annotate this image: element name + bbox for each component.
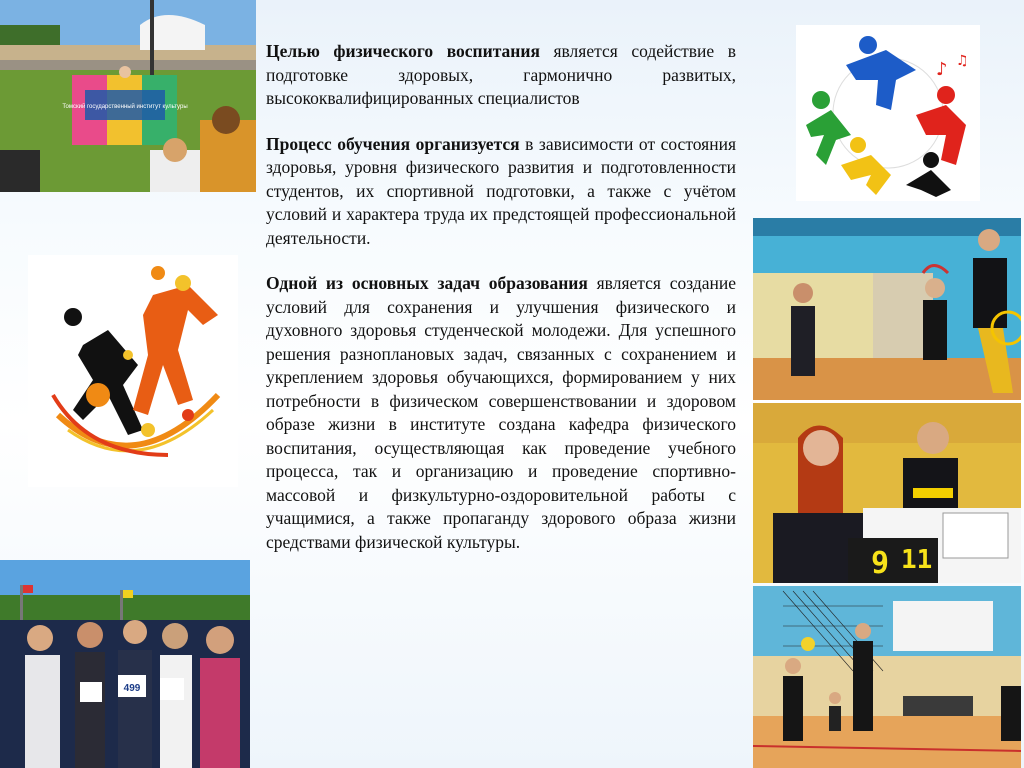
students-crowd-photo — [0, 560, 250, 768]
outdoor-event-photo — [0, 0, 256, 192]
scoreboard-right-digit: 11 — [901, 545, 933, 575]
paragraph-goal — [266, 40, 736, 111]
paragraph-tasks — [266, 272, 736, 554]
svg-text:♪: ♪ — [936, 59, 948, 80]
volleyball-logo — [28, 255, 238, 487]
paragraph-goal-bold: Целью физического воспитания — [266, 41, 540, 61]
banner-caption: Томский государственный институт культуры — [62, 104, 188, 110]
runner-bib-number: 499 — [123, 683, 141, 694]
paragraph-goal-rest: является содействие в подготовке здоровых, гармонично развитых, высококвалифицированных специалистов — [266, 41, 736, 108]
paragraph-process-rest: в зависимости от состояния здоровья, уровня физического развития и подготовленности студентов, их спортивной подготовки, а также с учётом условий и характера труда их предстоящей профессиональной деятельности. — [266, 133, 736, 248]
paragraph-process — [266, 133, 736, 251]
paragraph-process-bold: Процесс обучения организуется — [266, 133, 520, 154]
dancers-logo — [796, 25, 980, 201]
gym-volleyball-photo-2 — [753, 586, 1021, 768]
svg-text:♫: ♫ — [956, 53, 969, 69]
paragraph-tasks-rest: является создание условий для сохранения и улучшения физического и духовного здоровья студенческой молодежи. Для успешного решения разноплановых задач, связанных с сохранением и укреплением здоровья обучающихся, формированием у них потребности в физическом совершенствовании и здоровом образе жизни в институте создана кафедра физического воспитания, осуществляющая как проведение учебного процесса, так и организацию и проведение спортивно-массовой и физкультурно-оздоровительной работы с учащимися, а также пропаганду здорового образа жизни средствами физической культуры. — [266, 273, 737, 552]
main-text — [266, 40, 736, 576]
gym-volleyball-photo-1 — [753, 218, 1021, 400]
paragraph-tasks-bold: Одной из основных задач образования — [266, 273, 588, 293]
referee-table-photo — [753, 403, 1021, 583]
scoreboard-left-digit: 9 — [871, 546, 890, 581]
